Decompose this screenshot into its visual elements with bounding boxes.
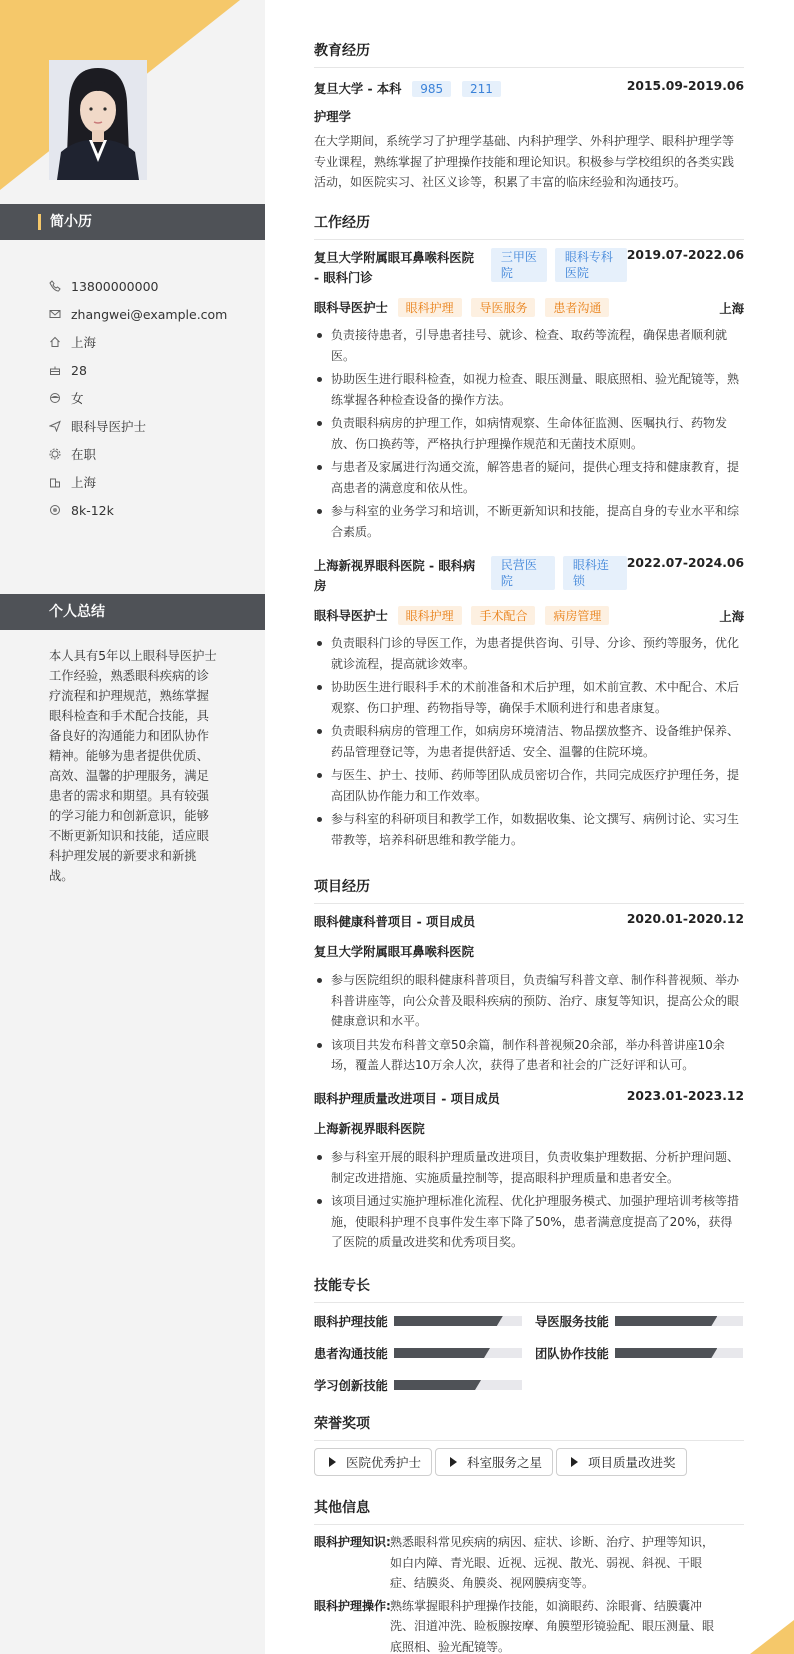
job-tag: 民营医院 <box>491 556 555 590</box>
list-item: 该项目共发布科普文章50余篇，制作科普视频20余部，举办科普讲座10余场，覆盖人群达10万余人次，获得了患者和社会的广泛好评和认可。 <box>314 1035 744 1076</box>
status-icon <box>49 448 71 460</box>
project-entry <box>314 1089 744 1256</box>
skill-item <box>314 1312 522 1330</box>
list-item: 与医生、护士、技师、药师等团队成员密切合作，共同完成医疗护理任务，提高团队协作能力和工作效率。 <box>314 765 744 806</box>
contact-location <box>49 328 249 356</box>
project-header <box>314 1089 744 1107</box>
page-corner-decoration <box>750 1620 794 1654</box>
job-skill-tag: 病房管理 <box>545 606 609 625</box>
job-tag: 眼科专科医院 <box>555 248 627 282</box>
job-bullets <box>314 633 744 850</box>
project-bullets <box>314 970 744 1076</box>
job-skill-tag: 手术配合 <box>471 606 535 625</box>
skill-bar-fill <box>394 1316 503 1326</box>
work-title: 工作经历 <box>314 212 744 240</box>
job-tags <box>491 248 627 282</box>
school-degree: 复旦大学 - 本科 <box>314 82 402 96</box>
project-entry <box>314 912 744 1079</box>
job-city: 上海 <box>719 609 744 624</box>
other-info-value: 熟悉眼科常见疾病的病因、症状、诊断、治疗、护理等知识，如白内障、青光眼、近视、远视、散光、弱视、斜视、干眼症、结膜炎、角膜炎、视网膜病变等。 <box>390 1535 715 1590</box>
summary-title-bar <box>0 594 265 630</box>
award-label: 项目质量改进奖 <box>588 1455 676 1470</box>
education-date: 2015.09-2019.06 <box>626 79 744 93</box>
contact-gender <box>49 384 249 412</box>
project-name: 眼科护理质量改进项目 - 项目成员 <box>314 1092 500 1106</box>
contact-email <box>49 300 249 328</box>
skill-name: 导医服务技能 <box>535 1315 609 1329</box>
contact-list <box>49 272 249 524</box>
play-icon <box>450 1457 457 1467</box>
job-skill-tag: 眼科护理 <box>398 606 462 625</box>
skill-bar-fill <box>394 1348 490 1358</box>
project-header <box>314 912 744 930</box>
project-name: 眼科健康科普项目 - 项目成员 <box>314 915 476 929</box>
skill-name: 学习创新技能 <box>314 1379 388 1393</box>
award-button[interactable] <box>314 1448 432 1476</box>
skill-bar <box>394 1380 522 1390</box>
salary-icon <box>49 504 71 516</box>
list-item: 协助医生进行眼科检查，如视力检查、眼压测量、眼底照相、验光配镜等，熟练掌握各种检查设备的操作方法。 <box>314 369 744 410</box>
contact-text: zhangwei@example.com <box>71 306 228 322</box>
job-header <box>314 556 744 596</box>
list-item: 参与医院组织的眼科健康科普项目，负责编写科普文章、制作科普视频、举办科普讲座等，向公众普及眼科疾病的预防、治疗、康复等知识，提高公众的眼健康意识和水平。 <box>314 970 744 1032</box>
other-title: 其他信息 <box>314 1497 744 1525</box>
other-info-value: 熟练掌握眼科护理操作技能，如滴眼药、涂眼膏、结膜囊冲洗、泪道冲洗、睑板腺按摩、角膜塑形镜验配、眼压测量、眼底照相、验光配镜等。 <box>390 1598 715 1654</box>
education-title: 教育经历 <box>314 40 744 68</box>
contact-text: 女 <box>71 391 84 406</box>
skill-bar <box>615 1316 743 1326</box>
contact-status <box>49 440 249 468</box>
education-header <box>314 79 744 97</box>
list-item: 负责眼科门诊的导医工作，为患者提供咨询、引导、分诊、预约等服务，优化就诊流程，提高就诊效率。 <box>314 633 744 674</box>
job-skill-tag: 导医服务 <box>471 298 535 317</box>
play-icon <box>329 1457 336 1467</box>
job-city: 上海 <box>719 301 744 316</box>
skill-name: 眼科护理技能 <box>314 1315 388 1329</box>
list-item: 负责眼科病房的管理工作，如病房环境清洁、物品摆放整齐、设备维护保养、药品管理登记等，为患者提供舒适、安全、温馨的住院环境。 <box>314 721 744 762</box>
project-org: 复旦大学附属眼耳鼻喉科医院 <box>314 945 474 959</box>
skill-bar <box>394 1348 522 1358</box>
resume-title-bar <box>0 204 265 240</box>
list-item: 参与科室开展的眼科护理质量改进项目，负责收集护理数据、分析护理问题、制定改进措施、实施质量控制等，提高眼科护理质量和患者安全。 <box>314 1147 744 1188</box>
resume-title: 简小历 <box>50 214 92 230</box>
skill-bar <box>615 1348 743 1358</box>
skill-bar-fill <box>394 1380 481 1390</box>
skill-item <box>535 1312 743 1330</box>
home-icon <box>49 336 71 348</box>
contact-city <box>49 468 249 496</box>
award-label: 科室服务之星 <box>467 1455 543 1470</box>
list-item: 负责接待患者，引导患者挂号、就诊、检查、取药等流程，确保患者顺利就医。 <box>314 325 744 366</box>
list-item: 协助医生进行眼科手术的术前准备和术后护理，如术前宣教、术中配合、术后观察、伤口护理、药物指导等，确保手术顺利进行和患者康复。 <box>314 677 744 718</box>
skill-name: 团队协作技能 <box>535 1347 609 1361</box>
education-major: 护理学 <box>314 110 351 124</box>
gender-icon <box>49 392 71 404</box>
job-date: 2022.07-2024.06 <box>626 556 744 570</box>
contact-text: 眼科导医护士 <box>71 419 147 434</box>
contact-text: 28 <box>71 362 87 378</box>
skill-bar <box>394 1316 522 1326</box>
job-position-row <box>314 606 744 625</box>
award-button[interactable] <box>556 1448 687 1476</box>
project-bullets <box>314 1147 744 1253</box>
list-item: 与患者及家属进行沟通交流，解答患者的疑问，提供心理支持和健康教育，提高患者的满意度和依从性。 <box>314 457 744 498</box>
job-skill-tag: 眼科护理 <box>398 298 462 317</box>
education-tag: 211 <box>462 81 501 97</box>
list-item: 负责眼科病房的护理工作，如病情观察、生命体征监测、医嘱执行、药物发放、伤口换药等，严格执行护理操作规范和无菌技术原则。 <box>314 413 744 454</box>
job-skill-tag: 患者沟通 <box>545 298 609 317</box>
skill-name: 患者沟通技能 <box>314 1347 388 1361</box>
other-info-item <box>314 1532 744 1594</box>
contact-age <box>49 356 249 384</box>
contact-text: 上海 <box>71 475 97 490</box>
other-info-key: 眼科护理操作: <box>314 1598 391 1613</box>
skill-bar-fill <box>615 1348 717 1358</box>
skill-item <box>314 1344 522 1362</box>
job-entry <box>314 248 744 545</box>
job-tags <box>491 556 627 590</box>
award-button[interactable] <box>435 1448 553 1476</box>
contact-text: 在职 <box>71 447 97 462</box>
list-item: 该项目通过实施护理标准化流程、优化护理服务模式、加强护理培训考核等措施，使眼科护理不良事件发生率下降了50%，患者满意度提高了20%，获得了医院的质量改进奖和优秀项目奖。 <box>314 1191 744 1253</box>
list-item: 参与科室的科研项目和教学工作，如数据收集、论文撰写、病例讨论、实习生带教等，培养科研思维和教学能力。 <box>314 809 744 850</box>
contact-text: 13800000000 <box>71 278 159 294</box>
job-position: 眼科导医护士 <box>314 609 388 623</box>
award-label: 医院优秀护士 <box>346 1455 422 1470</box>
contact-text: 8k-12k <box>71 502 114 518</box>
project-date: 2020.01-2020.12 <box>626 912 744 926</box>
summary-text: 本人具有5年以上眼科导医护士工作经验，熟悉眼科疾病的诊疗流程和护理规范，熟练掌握眼科检查和手术配合技能，具备良好的沟通能力和团队协作精神。能够为患者提供优质、高效、温馨的护理服务，满足患者的需求和期望。具有较强的学习能力和创新意识，能够不断更新知识和技能，适应眼科护理发展的新要求和新挑战。 <box>49 649 217 883</box>
education-tag: 985 <box>412 81 451 97</box>
avatar <box>49 60 147 180</box>
title-accent-mark <box>38 214 41 230</box>
summary-title: 个人总结 <box>49 604 105 620</box>
list-item: 参与科室的业务学习和培训，不断更新知识和技能，提高自身的专业水平和综合素质。 <box>314 501 744 542</box>
skill-bar-fill <box>615 1316 717 1326</box>
age-icon <box>49 364 71 376</box>
job-company: 上海新视界眼科医院 - 眼科病房 <box>314 559 476 593</box>
awards-title: 荣誉奖项 <box>314 1413 744 1441</box>
project-org: 上海新视界眼科医院 <box>314 1122 425 1136</box>
skills-title: 技能专长 <box>314 1275 744 1303</box>
play-icon <box>571 1457 578 1467</box>
other-info-list <box>314 1532 744 1654</box>
job-tag: 眼科连锁 <box>563 556 627 590</box>
contact-text: 上海 <box>71 335 97 350</box>
mail-icon <box>49 308 71 320</box>
job-entry <box>314 556 744 853</box>
job-bullets <box>314 325 744 542</box>
skill-item <box>535 1344 743 1362</box>
job-header <box>314 248 744 288</box>
skill-item <box>314 1376 522 1394</box>
job-position: 眼科导医护士 <box>314 301 388 315</box>
sidebar <box>0 0 265 1654</box>
job-tag: 三甲医院 <box>491 248 547 282</box>
project-date: 2023.01-2023.12 <box>626 1089 744 1103</box>
contact-phone <box>49 272 249 300</box>
job-company: 复旦大学附属眼耳鼻喉科医院 - 眼科门诊 <box>314 251 474 285</box>
education-description: 在大学期间，系统学习了护理学基础、内科护理学、外科护理学、眼科护理学等专业课程，熟练掌握了护理操作技能和理论知识。积极参与学校组织的各类实践活动，如医院实习、社区义诊等，积累了丰富的临床经验和沟通技巧。 <box>314 134 735 189</box>
job-icon <box>49 420 71 432</box>
phone-icon <box>49 280 71 292</box>
contact-job <box>49 412 249 440</box>
city-icon <box>49 476 71 488</box>
job-date: 2019.07-2022.06 <box>626 248 744 262</box>
other-info-item <box>314 1596 744 1654</box>
projects-title: 项目经历 <box>314 876 744 904</box>
other-info-key: 眼科护理知识: <box>314 1535 391 1549</box>
contact-salary <box>49 496 249 524</box>
job-position-row <box>314 298 744 317</box>
